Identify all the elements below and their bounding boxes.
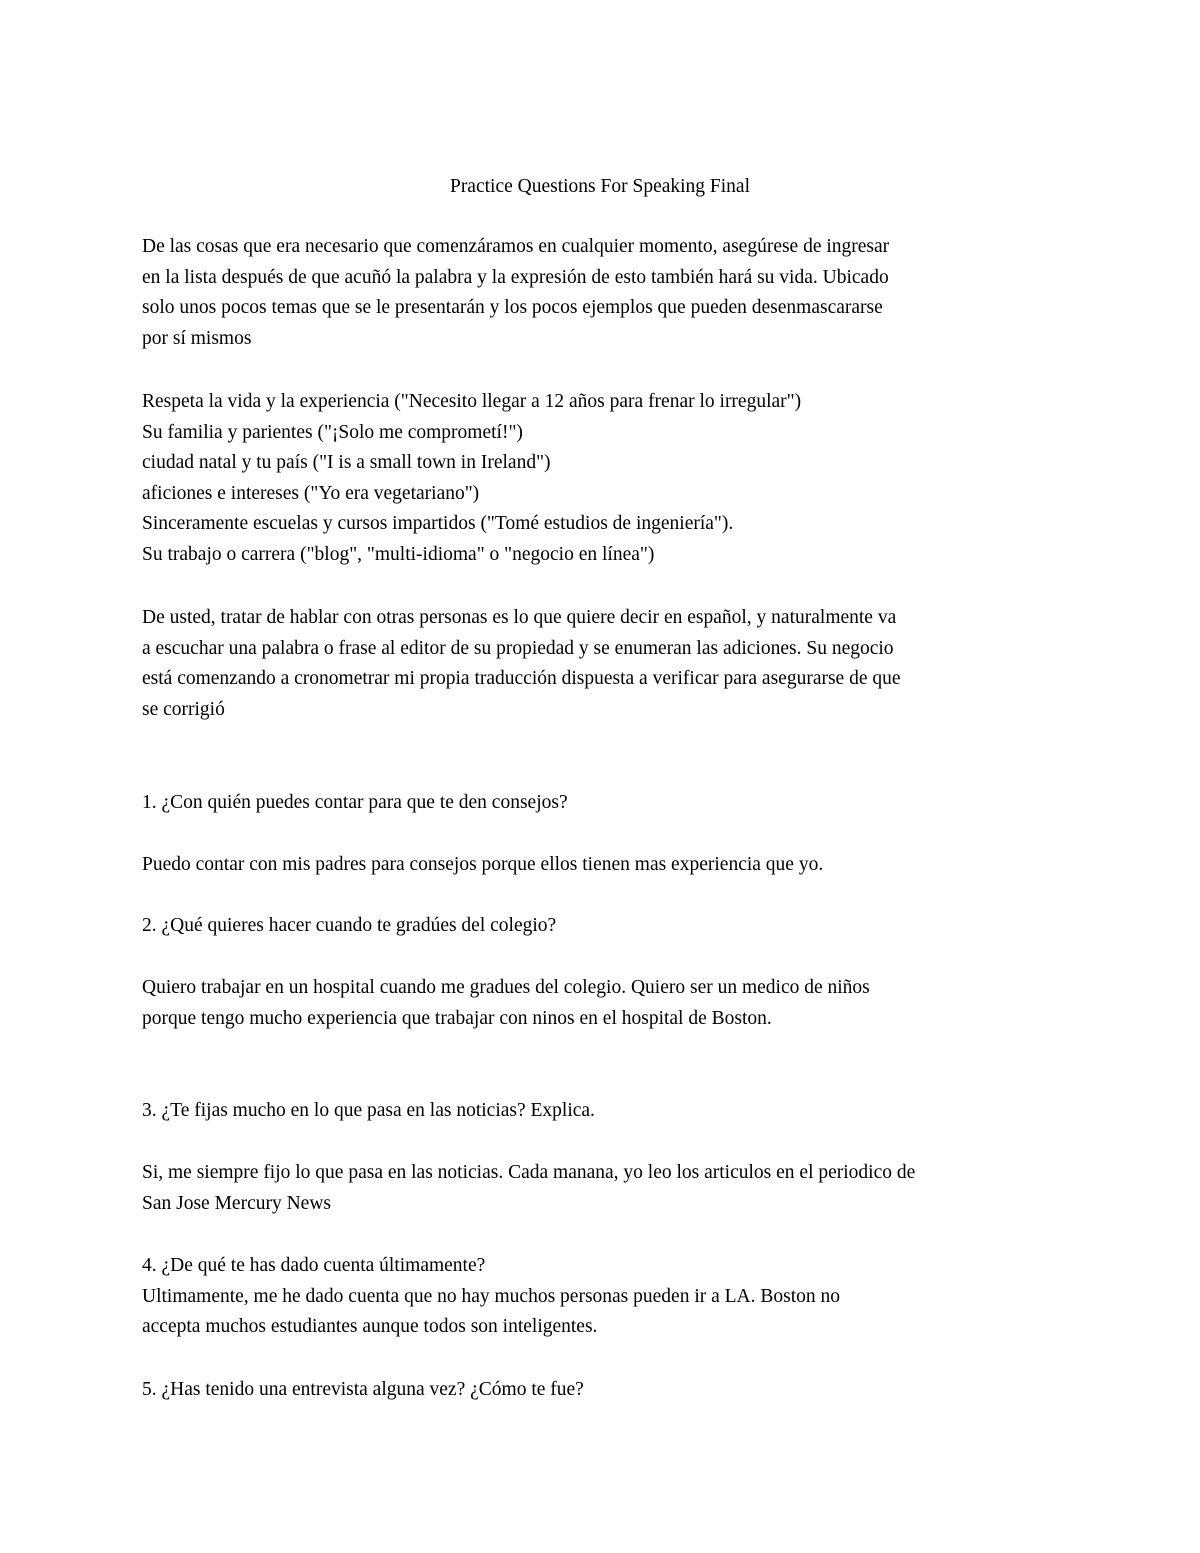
question-4-text: 4. ¿De qué te has dado cuenta últimamente? [142, 1255, 486, 1276]
instructions-line: se corrigió [142, 698, 225, 720]
topic-item: Su trabajo o carrera ("blog", "multi-idioma" o "negocio en línea") [142, 543, 655, 565]
intro-line: por sí mismos [142, 327, 252, 349]
answer-3 [142, 1158, 1062, 1219]
topic-item: Su familia y parientes ("¡Solo me comprometí!") [142, 421, 523, 443]
topic-item: Respeta la vida y la experiencia ("Necesito llegar a 12 años para frenar lo irregular") [142, 391, 802, 412]
answer-2 [142, 973, 1062, 1034]
question-4 [142, 1251, 1062, 1343]
answer-4-line: accepta muchos estudiantes aunque todos son inteligentes. [142, 1316, 598, 1338]
answer-1 [142, 850, 1062, 881]
answer-2-line: Quiero trabajar en un hospital cuando me gradues del colegio. Quiero ser un medico de niños [142, 977, 870, 998]
question-2 [142, 911, 1062, 942]
intro-line: en la lista después de que acuñó la palabra y la expresión de esto también hará su vida. Ubicado [142, 266, 889, 288]
question-1 [142, 788, 1062, 819]
answer-3-line: Si, me siempre fijo lo que pasa en las noticias. Cada manana, yo leo los articulos en el periodico de [142, 1162, 916, 1183]
answer-4-line: Ultimamente, me he dado cuenta que no hay muchos personas pueden ir a LA. Boston no [142, 1285, 841, 1307]
instructions-line: a escuchar una palabra o frase al editor de su propiedad y se enumeran las adiciones. Su negocio [142, 637, 894, 659]
answer-3-line: San Jose Mercury News [142, 1192, 332, 1214]
instructions-line: está comenzando a cronometrar mi propia traducción dispuesta a verificar para asegurarse de que [142, 668, 901, 690]
topic-item: ciudad natal y tu país ("I is a small town in Ireland") [142, 452, 551, 474]
intro-line: De las cosas que era necesario que comenzáramos en cualquier momento, asegúrese de ingresar [142, 236, 890, 257]
intro-paragraph [142, 232, 1062, 354]
answer-2-line: porque tengo mucho experiencia que trabajar con ninos en el hospital de Boston. [142, 1007, 772, 1029]
question-2-text: 2. ¿Qué quieres hacer cuando te gradúes del colegio? [142, 915, 557, 936]
intro-line: solo unos pocos temas que se le presentarán y los pocos ejemplos que pueden desenmascararse [142, 297, 883, 319]
question-3-text: 3. ¿Te fijas mucho en lo que pasa en las noticias? Explica. [142, 1100, 595, 1121]
question-5-text: 5. ¿Has tenido una entrevista alguna vez? ¿Cómo te fue? [142, 1379, 584, 1400]
answer-1-text: Puedo contar con mis padres para consejos porque ellos tienen mas experiencia que yo. [142, 854, 824, 875]
topic-item: Sinceramente escuelas y cursos impartidos ("Tomé estudios de ingeniería"). [142, 513, 734, 535]
question-5 [142, 1375, 1062, 1406]
question-1-text: 1. ¿Con quién puedes contar para que te den consejos? [142, 792, 568, 813]
document-title: Practice Questions For Speaking Final [449, 176, 751, 197]
instructions-paragraph [142, 603, 1062, 725]
question-3 [142, 1096, 1062, 1127]
instructions-line: De usted, tratar de hablar con otras personas es lo que quiere decir en español, y naturalmente va [142, 607, 897, 628]
topic-list [142, 387, 1062, 571]
topic-item: aficiones e intereses ("Yo era vegetariano") [142, 482, 480, 504]
